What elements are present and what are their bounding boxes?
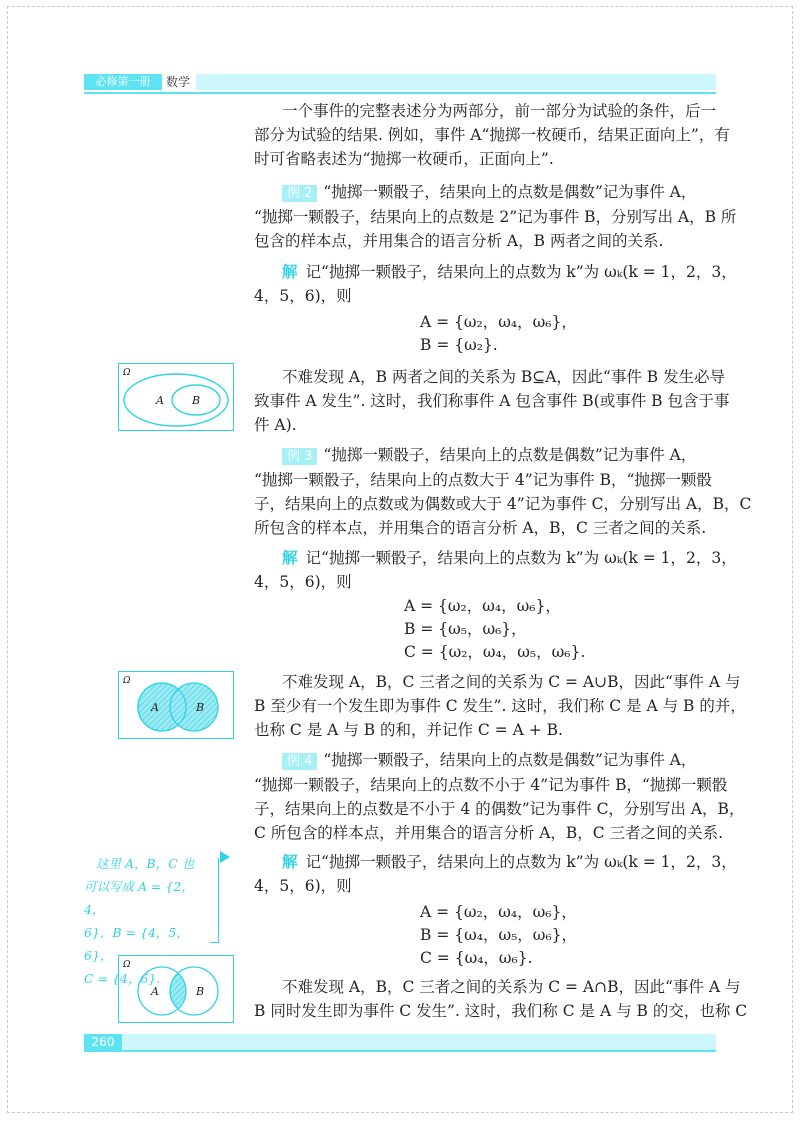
set-a: A = {ω₂，ω₄，ω₆}， [420,903,577,921]
svg-text:Ω: Ω [123,676,131,686]
set-b: B = {ω₄，ω₅，ω₆}， [420,926,578,944]
solution-line: 解 记“抛掷一颗骰子，结果向上的点数为 k”为 ωₖ(k = 1，2，3， [282,262,737,281]
svg-text:A: A [151,985,159,998]
para-line: 部分为试验的结果. 例如，事件 A“抛掷一枚硬币，结果正面向上”，有 [254,126,730,144]
example-2-line: 例 2 “抛掷一颗骰子，结果向上的点数是偶数”记为事件 A， [282,181,696,203]
side-note-arrow-icon [220,851,230,863]
side-note-bracket [210,858,219,943]
example-4-line: 例 4 “抛掷一颗骰子，结果向上的点数是偶数”记为事件 A， [282,749,696,771]
header-bar [196,74,716,90]
solution-label: 解 [282,852,298,871]
solution-label: 解 [282,548,298,567]
svg-text:B: B [196,985,205,998]
set-c: C = {ω₄，ω₆}. [420,949,533,967]
footer-rule [84,1050,716,1052]
svg-text:Ω: Ω [123,960,131,970]
example-4-line: C 所包含的样本点，并用集合的语言分析 A，B，C 三者之间的关系. [254,824,724,842]
example-4-line: 子，结果向上的点数是不小于 4 的偶数”记为事件 C，分别写出 A，B， [254,800,745,818]
set-b: B = {ω₂}. [420,336,498,354]
conclusion-line: 致事件 A 发生”. 这时，我们称事件 A 包含事件 B(或事件 B 包含于事 [254,392,730,410]
venn-union-diagram [118,671,234,739]
venn-intersection-diagram [118,955,234,1023]
conclusion-line: 件 A). [254,416,297,434]
solution-line: 解 记“抛掷一颗骰子，结果向上的点数为 k”为 ωₖ(k = 1，2，3， [282,548,737,567]
conclusion-line: B 同时发生即为事件 C 发生”. 这时，我们称 C 是 A 与 B 的交，也称 C [254,1002,748,1020]
footer-bar [122,1034,716,1050]
example-3-line: 例 3 “抛掷一颗骰子，结果向上的点数是偶数”记为事件 A， [282,444,696,466]
solution-line: 4，5，6)，则 [254,877,352,895]
example-2-line: 包含的样本点，并用集合的语言分析 A，B 两者之间的关系. [254,232,664,250]
solution-line: 解 记“抛掷一颗骰子，结果向上的点数为 k”为 ωₖ(k = 1，2，3， [282,852,737,871]
venn-b-label: B [192,394,201,407]
example-3-badge: 例 3 [282,448,317,465]
page-number: 260 [84,1034,122,1050]
venn-a-label: A [156,394,164,407]
solution-line: 4，5，6)，则 [254,287,352,305]
header-rule [84,92,716,94]
venn-subset-diagram [118,363,234,431]
conclusion-line: B 至少有一个发生即为事件 C 发生”. 这时，我们称 C 是 A 与 B 的并， [254,697,746,715]
svg-text:B: B [196,701,205,714]
conclusion-line: 不难发现 A，B 两者之间的关系为 B⊆A，因此“事件 B 发生必导 [282,368,726,386]
set-b: B = {ω₅，ω₆}， [404,620,527,638]
header-tag: 必修第一册 [84,74,162,90]
conclusion-line: 不难发现 A，B，C 三者之间的关系为 C = A∩B，因此“事件 A 与 [282,978,741,996]
solution-line: 4，5，6)，则 [254,573,352,591]
header-title: 数学 [166,75,191,89]
conclusion-line: 不难发现 A，B，C 三者之间的关系为 C = A∪B，因此“事件 A 与 [282,673,741,691]
example-2-line: “抛掷一颗骰子，结果向上的点数是 2”记为事件 B，分别写出 A，B 所 [254,208,737,226]
solution-label: 解 [282,262,298,281]
set-c: C = {ω₂，ω₄，ω₅，ω₆}. [404,643,586,661]
conclusion-line: 也称 C 是 A 与 B 的和，并记作 C = A + B. [254,721,563,739]
set-a: A = {ω₂，ω₄，ω₆}， [420,313,577,331]
example-4-line: “抛掷一颗骰子，结果向上的点数不小于 4”记为事件 B，“抛掷一颗骰 [254,776,728,794]
example-4-badge: 例 4 [282,753,317,770]
side-note: 这里 A，B，C 也 可以写成 A = {2，4， 6}，B = {4，5，6}， C = {4，6}. [84,856,195,986]
example-3-line: 所包含的样本点，并用集合的语言分析 A，B，C 三者之间的关系. [254,519,707,537]
example-2-badge: 例 2 [282,185,317,202]
example-3-line: “抛掷一颗骰子，结果向上的点数大于 4”记为事件 B，“抛掷一颗骰 [254,471,712,489]
para-line: 一个事件的完整表述分为两部分，前一部分为试验的条件，后一 [282,102,717,120]
set-a: A = {ω₂，ω₄，ω₆}， [404,597,561,615]
svg-text:A: A [151,701,159,714]
para-line: 时可省略表述为“抛掷一枚硬币，正面向上”. [254,150,554,168]
venn-omega-label: Ω [123,368,131,378]
example-3-line: 子，结果向上的点数或为偶数或大于 4”记为事件 C，分别写出 A，B，C [254,495,752,513]
